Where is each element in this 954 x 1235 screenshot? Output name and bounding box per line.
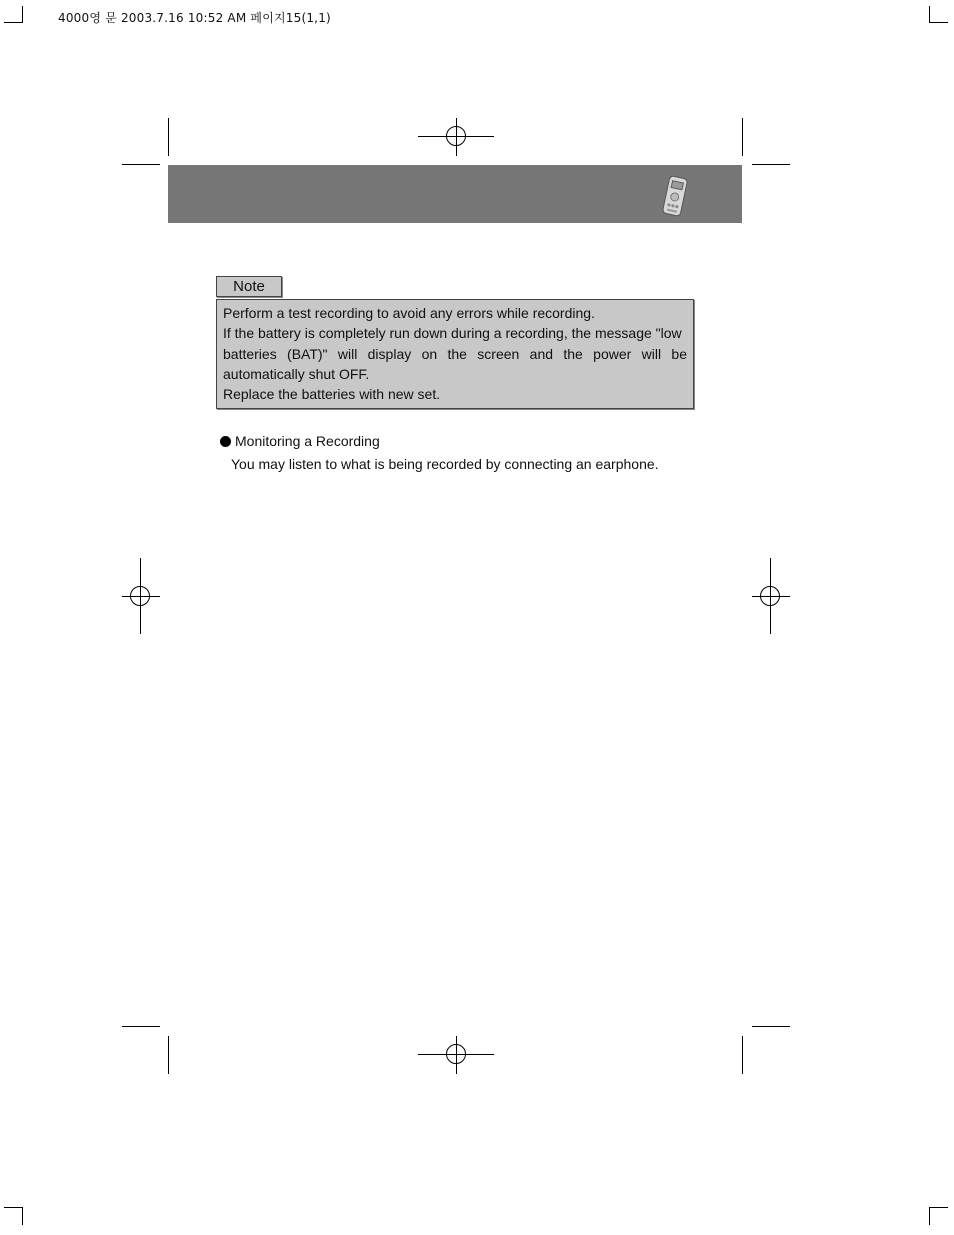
registration-mark-icon xyxy=(752,558,790,634)
note-tab: Note xyxy=(216,276,282,297)
note-line: batteries (BAT)" will display on the screen and the power will be xyxy=(223,345,687,362)
header-band xyxy=(168,165,742,223)
note-box xyxy=(216,299,694,409)
registration-mark-icon xyxy=(122,558,160,634)
print-slug: 4000영 문 2003.7.16 10:52 AM 페이지15(1,1) xyxy=(58,11,331,25)
note-line: If the battery is completely run down during a recording, the message "low xyxy=(223,325,682,342)
note-line: Replace the batteries with new set. xyxy=(223,386,441,403)
section-body: You may listen to what is being recorded by connecting an earphone. xyxy=(231,456,659,472)
section-heading-text: Monitoring a Recording xyxy=(235,433,380,449)
bullet-dot-icon xyxy=(220,436,231,447)
note-line: automatically shut OFF. xyxy=(223,365,370,382)
voice-recorder-icon xyxy=(660,175,690,217)
registration-mark-icon xyxy=(418,1036,494,1074)
note-line: Perform a test recording to avoid any errors while recording. xyxy=(223,305,595,321)
section-heading xyxy=(220,432,380,450)
registration-mark-icon xyxy=(418,118,494,156)
